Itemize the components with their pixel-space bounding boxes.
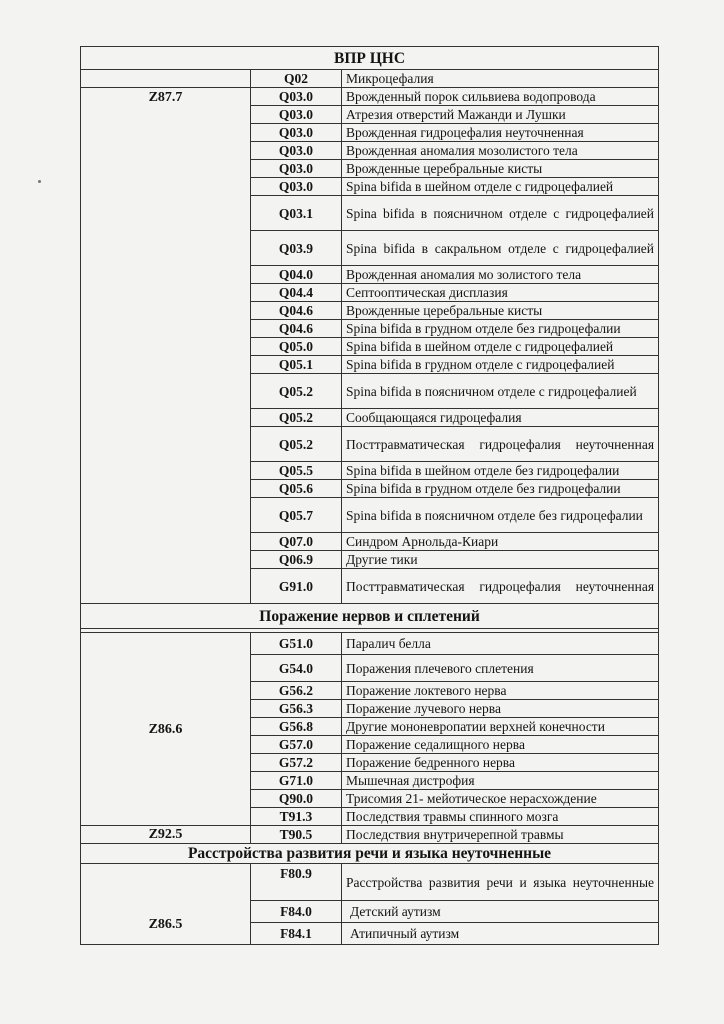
group-code: Z92.5 <box>81 826 251 844</box>
icd-code: Q05.7 <box>251 498 342 533</box>
diagnosis-code-table <box>80 46 659 945</box>
icd-code: G57.2 <box>251 754 342 772</box>
diagnosis-description: Посттравматическая гидроцефалия неуточненная <box>342 569 659 604</box>
diagnosis-description: Spina bifida в грудном отделе без гидроцефалии <box>342 480 659 498</box>
icd-code: Q03.0 <box>251 160 342 178</box>
diagnosis-description: Атрезия отверстий Мажанди и Лушки <box>342 106 659 124</box>
icd-code: Q04.4 <box>251 284 342 302</box>
diagnosis-description: Поражение локтевого нерва <box>342 682 659 700</box>
icd-code: Q03.0 <box>251 142 342 160</box>
diagnosis-description: Паралич белла <box>342 633 659 655</box>
icd-code: Q05.2 <box>251 427 342 462</box>
diagnosis-description: Расстройства развития речи и языка неуточненные <box>342 864 659 901</box>
icd-code: Q05.2 <box>251 374 342 409</box>
diagnosis-description: Поражение бедренного нерва <box>342 754 659 772</box>
diagnosis-description: Spina bifida в поясничном отделе с гидроцефалией <box>342 196 659 231</box>
icd-code: Q05.6 <box>251 480 342 498</box>
icd-code: Q05.2 <box>251 409 342 427</box>
icd-code: T91.3 <box>251 808 342 826</box>
diagnosis-description: Другие тики <box>342 551 659 569</box>
diagnosis-description: Spina bifida в грудном отделе с гидроцефалией <box>342 356 659 374</box>
diagnosis-description: Spina bifida в грудном отделе без гидроцефалии <box>342 320 659 338</box>
stray-ink-mark <box>38 180 41 183</box>
diagnosis-description: Врожденная гидроцефалия неуточненная <box>342 124 659 142</box>
icd-code: Q03.9 <box>251 231 342 266</box>
diagnosis-description: Spina bifida в поясничном отделе без гидроцефалии <box>342 498 659 533</box>
icd-code: T90.5 <box>251 826 342 844</box>
diagnosis-description: Другие мононевропатии верхней конечности <box>342 718 659 736</box>
diagnosis-description: Трисомия 21- мейотическое нерасхождение <box>342 790 659 808</box>
diagnosis-description: Spina bifida в шейном отделе с гидроцефалией <box>342 178 659 196</box>
empty-cell <box>81 70 251 88</box>
icd-code: F80.9 <box>251 864 342 901</box>
diagnosis-description: Синдром Арнольда-Киари <box>342 533 659 551</box>
diagnosis-description: Посттравматическая гидроцефалия неуточненная <box>342 427 659 462</box>
icd-code: G56.3 <box>251 700 342 718</box>
icd-code: Q05.0 <box>251 338 342 356</box>
diagnosis-description: Поражение лучевого нерва <box>342 700 659 718</box>
icd-code: G56.8 <box>251 718 342 736</box>
icd-code: G91.0 <box>251 569 342 604</box>
diagnosis-description: Микроцефалия <box>342 70 659 88</box>
section-title-cns: ВПР ЦНС <box>81 47 659 70</box>
diagnosis-description: Поражения плечевого сплетения <box>342 655 659 682</box>
diagnosis-description: Поражение седалищного нерва <box>342 736 659 754</box>
diagnosis-description: Врожденная аномалия мозолистого тела <box>342 142 659 160</box>
group-code: Z87.7 <box>81 88 251 604</box>
icd-code: Q07.0 <box>251 533 342 551</box>
diagnosis-description: Spina bifida в поясничном отделе с гидроцефалией <box>342 374 659 409</box>
diagnosis-description: Последствия внутричерепной травмы <box>342 826 659 844</box>
icd-code: Q05.5 <box>251 462 342 480</box>
diagnosis-description: Мышечная дистрофия <box>342 772 659 790</box>
icd-code: Q05.1 <box>251 356 342 374</box>
diagnosis-description: Сообщающаяся гидроцефалия <box>342 409 659 427</box>
icd-code: G54.0 <box>251 655 342 682</box>
diagnosis-description: Spina bifida в шейном отделе с гидроцефалией <box>342 338 659 356</box>
icd-code: Q03.1 <box>251 196 342 231</box>
icd-code: F84.1 <box>251 923 342 945</box>
section-title-nerves: Поражение нервов и сплетений <box>81 604 659 629</box>
group-code: Z86.5 <box>81 864 251 945</box>
icd-code: Q03.0 <box>251 106 342 124</box>
icd-code: Q03.0 <box>251 124 342 142</box>
icd-code: G51.0 <box>251 633 342 655</box>
icd-code: Q04.6 <box>251 302 342 320</box>
diagnosis-description: Врожденный порок сильвиева водопровода <box>342 88 659 106</box>
icd-code: G57.0 <box>251 736 342 754</box>
icd-code: Q03.0 <box>251 88 342 106</box>
icd-code: Q04.0 <box>251 266 342 284</box>
icd-code: G71.0 <box>251 772 342 790</box>
section-title-speech: Расстройства развития речи и языка неуточненные <box>81 844 659 864</box>
icd-code: Q06.9 <box>251 551 342 569</box>
diagnosis-description: Септооптическая дисплазия <box>342 284 659 302</box>
diagnosis-description: Spina bifida в шейном отделе без гидроцефалии <box>342 462 659 480</box>
icd-code: Q03.0 <box>251 178 342 196</box>
diagnosis-description: Атипичный аутизм <box>342 923 659 945</box>
icd-code: G56.2 <box>251 682 342 700</box>
group-code: Z86.6 <box>81 633 251 826</box>
diagnosis-description: Врожденная аномалия мо золистого тела <box>342 266 659 284</box>
icd-code: Q90.0 <box>251 790 342 808</box>
diagnosis-description: Детский аутизм <box>342 901 659 923</box>
diagnosis-description: Spina bifida в сакральном отделе с гидроцефалией <box>342 231 659 266</box>
diagnosis-description: Врожденные церебральные кисты <box>342 302 659 320</box>
diagnosis-description: Последствия травмы спинного мозга <box>342 808 659 826</box>
icd-code: F84.0 <box>251 901 342 923</box>
diagnosis-description: Врожденные церебральные кисты <box>342 160 659 178</box>
icd-code: Q04.6 <box>251 320 342 338</box>
icd-code: Q02 <box>251 70 342 88</box>
